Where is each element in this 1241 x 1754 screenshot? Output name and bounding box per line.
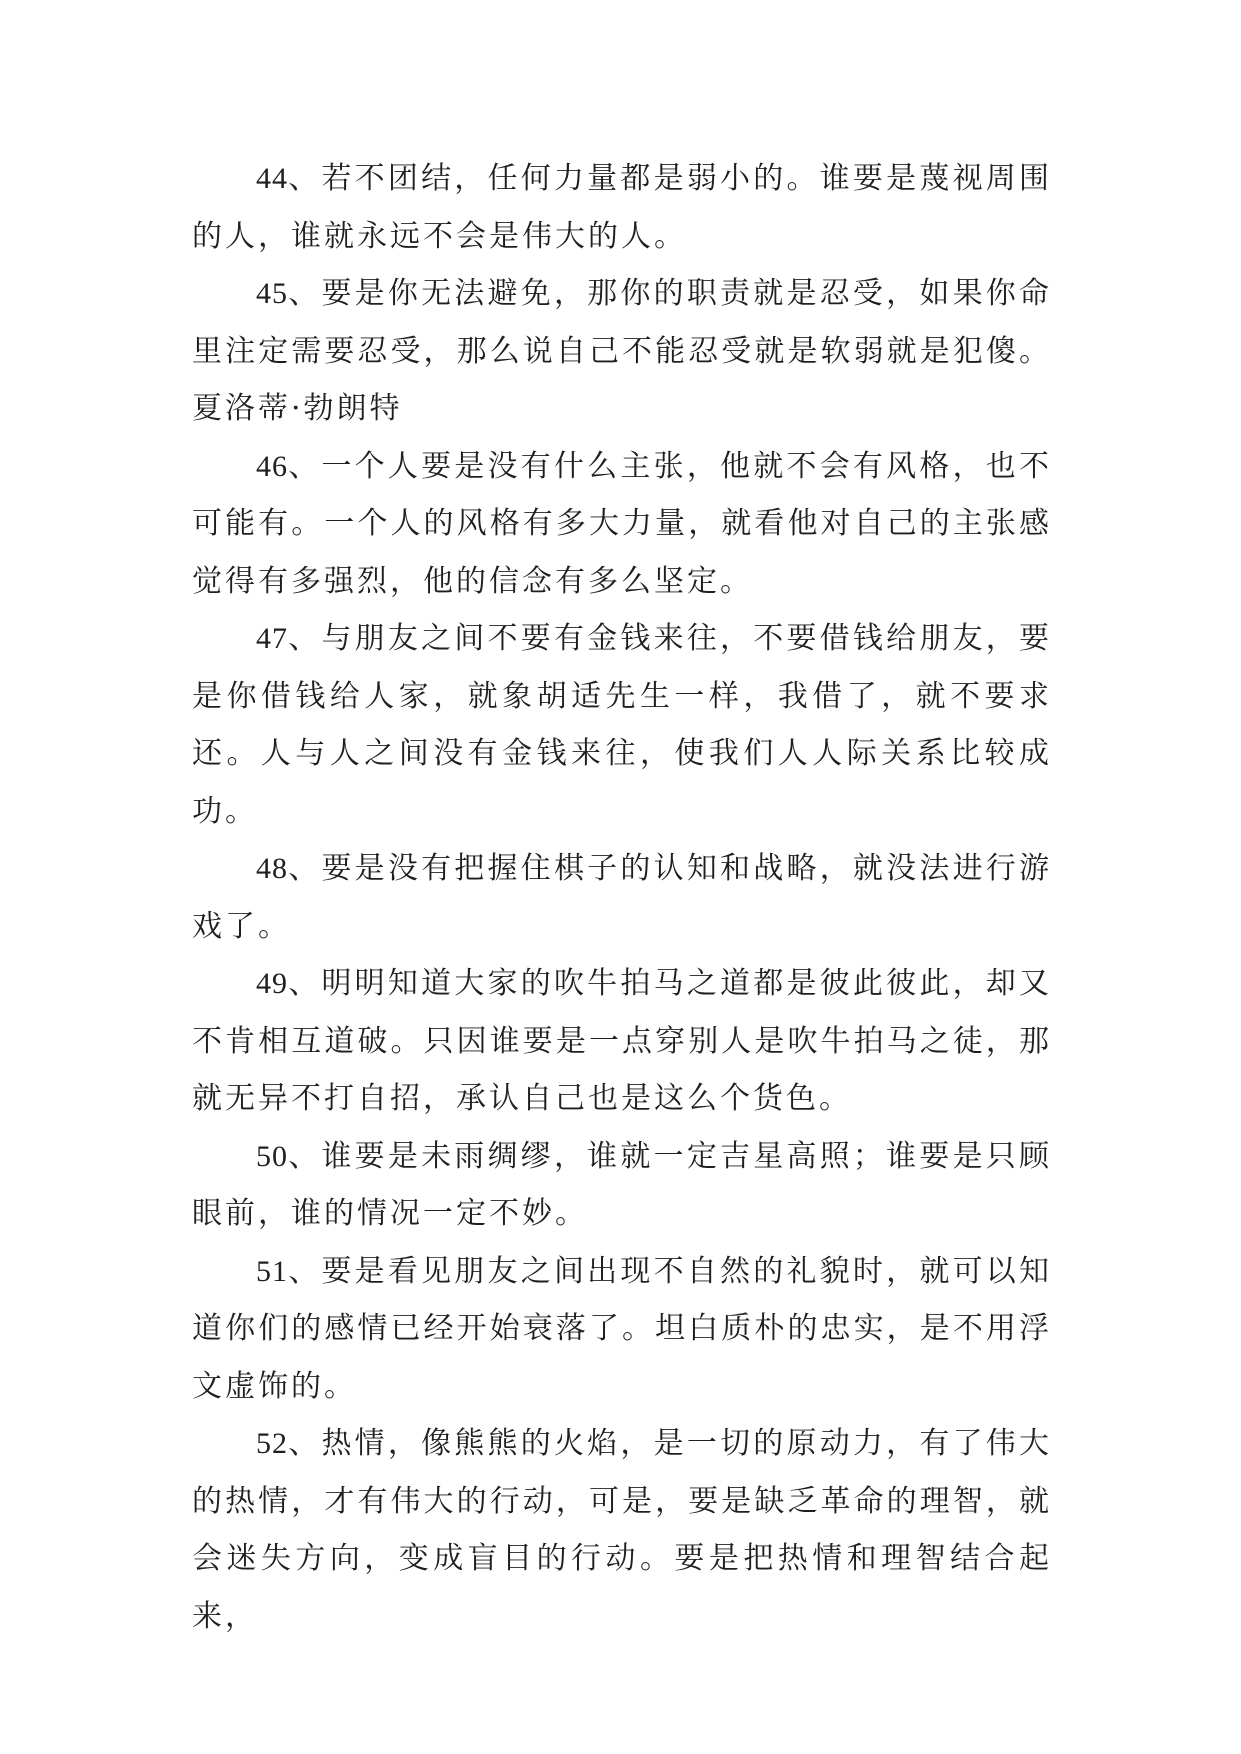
paragraph-44 <box>192 150 1052 265</box>
number-separator: 、 <box>288 276 322 311</box>
number-separator: 、 <box>288 1138 322 1174</box>
number-separator: 、 <box>288 621 322 656</box>
number-separator: 、 <box>288 161 322 196</box>
paragraph-number: 46 <box>256 449 288 483</box>
paragraph-45 <box>192 265 1052 438</box>
paragraph-text: 要是没有把握住棋子的认知和战略，就没法进行游戏了。 <box>192 851 1053 944</box>
number-separator: 、 <box>288 851 322 886</box>
number-separator: 、 <box>288 966 322 1001</box>
paragraph-number: 52 <box>256 1427 288 1460</box>
paragraph-text: 一个人要是没有什么主张，他就不会有风格，也不可能有。一个人的风格有多大力量，就看他对自己的主张感觉得有多强烈，他的信念有多么坚定。 <box>192 448 1053 599</box>
paragraph-text: 与朋友之间不要有金钱来往，不要借钱给朋友，要是你借钱给人家，就象胡适先生一样，我借了，就不要求还。人与人之间没有金钱来往，使我们人人际关系比较成功。 <box>192 621 1053 829</box>
paragraph-text: 热情，像熊熊的火焰，是一切的原动力，有了伟大的热情，才有伟大的行动，可是，要是缺乏革命的理智，就会迷失方向，变成盲目的行动。要是把热情和理智结合起来， <box>192 1426 1053 1634</box>
paragraph-text: 要是你无法避免，那你的职责就是忍受，如果你命里注定需要忍受，那么说自己不能忍受就是软弱就是犯傻。夏洛蒂·勃朗特 <box>192 276 1053 426</box>
paragraph-text: 要是看见朋友之间出现不自然的礼貌时，就可以知道你们的感情已经开始衰落了。坦白质朴的忠实，是不用浮文虚饰的。 <box>192 1253 1053 1404</box>
paragraph-text: 谁要是未雨绸缪，谁就一定吉星高照；谁要是只顾眼前，谁的情况一定不妙。 <box>192 1138 1053 1231</box>
paragraph-text: 明明知道大家的吹牛拍马之道都是彼此彼此，却又不肯相互道破。只因谁要是一点穿别人是吹牛拍马之徒，那就无异不打自招，承认自己也是这么个货色。 <box>192 966 1053 1116</box>
paragraph-number: 44 <box>256 162 288 195</box>
paragraph-number: 51 <box>256 1254 288 1288</box>
paragraph-text: 若不团结，任何力量都是弱小的。谁要是蔑视周围的人，谁就永远不会是伟大的人。 <box>192 161 1053 254</box>
paragraph-49 <box>192 955 1052 1128</box>
paragraph-number: 49 <box>256 967 288 1000</box>
paragraph-51 <box>192 1243 1052 1416</box>
paragraph-47 <box>192 610 1052 840</box>
number-separator: 、 <box>288 448 322 484</box>
number-separator: 、 <box>288 1426 322 1461</box>
paragraph-46 <box>192 438 1052 611</box>
paragraph-48 <box>192 840 1052 955</box>
paragraph-52 <box>192 1415 1052 1645</box>
document-page <box>192 150 1052 1645</box>
paragraph-number: 47 <box>256 622 288 655</box>
paragraph-number: 48 <box>256 852 288 885</box>
paragraph-number: 45 <box>256 277 288 310</box>
number-separator: 、 <box>288 1253 322 1289</box>
paragraph-number: 50 <box>256 1139 288 1173</box>
paragraph-50 <box>192 1128 1052 1243</box>
